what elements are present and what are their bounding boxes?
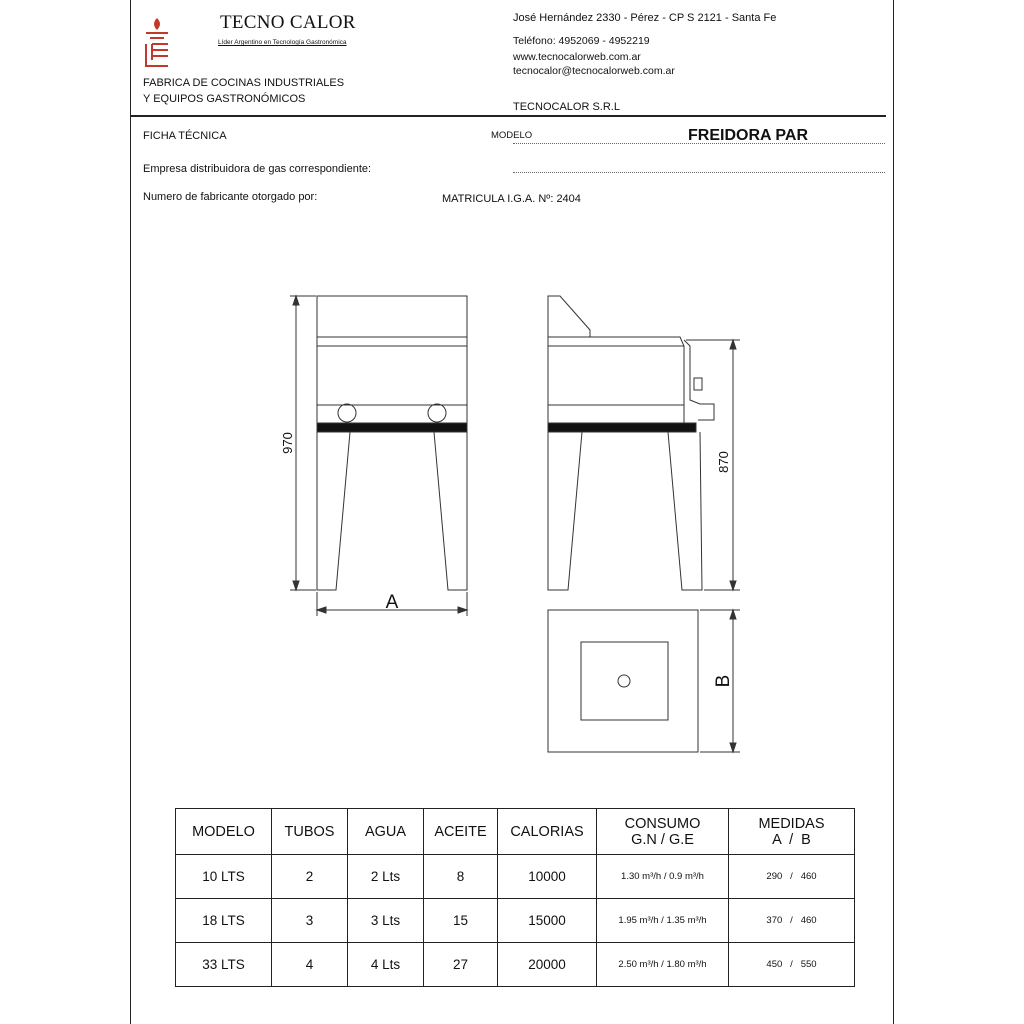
table-row — [176, 943, 855, 987]
cell-medidas: 290 / 460 — [729, 855, 855, 899]
cell-consumo: 1.95 m³/h / 1.35 m³/h — [597, 899, 729, 943]
front-knob-left — [338, 404, 356, 422]
product-name: FREIDORA PAR — [688, 127, 808, 144]
table-row — [176, 899, 855, 943]
depth-label-b: B — [713, 674, 734, 688]
company-website[interactable]: www.tecnocalorweb.com.ar — [513, 51, 641, 63]
header-agua: AGUA — [348, 809, 424, 855]
top-drain — [618, 675, 630, 687]
front-view-drawing — [290, 296, 467, 616]
header-modelo: MODELO — [176, 809, 272, 855]
registration-number: MATRICULA I.G.A. Nº: 2404 — [442, 193, 581, 205]
company-legal-name: TECNOCALOR S.R.L — [513, 101, 620, 113]
side-leg-left — [548, 432, 582, 590]
header-aceite: ACEITE — [424, 809, 498, 855]
gas-company-dotted-line — [513, 172, 885, 173]
table-row — [176, 855, 855, 899]
header-consumo-line2: G.N / G.E — [631, 831, 694, 848]
factory-line-1: FABRICA DE COCINAS INDUSTRIALES — [143, 77, 345, 89]
cell-agua: 4 Lts — [348, 943, 424, 987]
table-header-row — [176, 809, 855, 855]
cell-aceite: 15 — [424, 899, 498, 943]
width-label-a: A — [385, 592, 399, 613]
front-knob-right — [428, 404, 446, 422]
header-medidas-line2: A / B — [772, 831, 811, 848]
cell-agua: 3 Lts — [348, 899, 424, 943]
brand-name: TECNO CALOR — [220, 12, 356, 33]
side-body — [548, 337, 684, 423]
cell-agua: 2 Lts — [348, 855, 424, 899]
cell-consumo: 2.50 m³/h / 1.80 m³/h — [597, 943, 729, 987]
front-leg-left — [317, 432, 350, 590]
cell-tubos: 2 — [272, 855, 348, 899]
cell-calorias: 15000 — [498, 899, 597, 943]
header-calorias: CALORIAS — [498, 809, 597, 855]
cell-aceite: 27 — [424, 943, 498, 987]
cell-modelo: 18 LTS — [176, 899, 272, 943]
header-divider — [130, 115, 886, 117]
header-consumo-line1: CONSUMO — [624, 815, 701, 832]
cell-aceite: 8 — [424, 855, 498, 899]
company-email[interactable]: tecnocalor@tecnocalorweb.com.ar — [513, 65, 675, 77]
cell-modelo: 10 LTS — [176, 855, 272, 899]
spec-table — [175, 808, 855, 987]
cell-tubos: 3 — [272, 899, 348, 943]
header-medidas-line1: MEDIDAS — [758, 815, 825, 832]
cell-calorias: 20000 — [498, 943, 597, 987]
header-consumo — [597, 809, 729, 855]
side-frame-bar — [548, 423, 696, 432]
header-medidas — [729, 809, 855, 855]
cell-modelo: 33 LTS — [176, 943, 272, 987]
model-label: MODELO — [491, 130, 533, 141]
side-leg-right — [668, 432, 702, 590]
gas-company-label: Empresa distribuidora de gas correspondiente: — [143, 163, 372, 175]
brand-tagline: Líder Argentino en Tecnología Gastronómica — [218, 39, 347, 46]
cell-calorias: 10000 — [498, 855, 597, 899]
front-body — [317, 296, 467, 426]
front-frame-bar — [317, 423, 467, 432]
header-tubos: TUBOS — [272, 809, 348, 855]
company-address: José Hernández 2330 - Pérez - CP S 2121 - Santa Fe — [513, 12, 777, 24]
top-outline — [548, 610, 698, 752]
cell-medidas: 450 / 550 — [729, 943, 855, 987]
cell-medidas: 370 / 460 — [729, 899, 855, 943]
sheet-label: FICHA TÉCNICA — [143, 130, 227, 142]
top-tank — [581, 642, 668, 720]
side-height-label: 870 — [716, 451, 731, 473]
cell-tubos: 4 — [272, 943, 348, 987]
top-view-drawing — [548, 610, 740, 752]
cell-consumo: 1.30 m³/h / 0.9 m³/h — [597, 855, 729, 899]
manufacturer-label: Numero de fabricante otorgado por: — [143, 191, 318, 203]
side-backsplash — [548, 296, 590, 337]
tecnocalor-logo-icon — [146, 18, 168, 66]
front-leg-right — [434, 432, 467, 590]
side-view-drawing — [548, 296, 740, 590]
front-height-label: 970 — [280, 432, 295, 454]
factory-line-2: Y EQUIPOS GASTRONÓMICOS — [143, 93, 306, 105]
company-phone: Teléfono: 4952069 - 4952219 — [513, 35, 650, 47]
